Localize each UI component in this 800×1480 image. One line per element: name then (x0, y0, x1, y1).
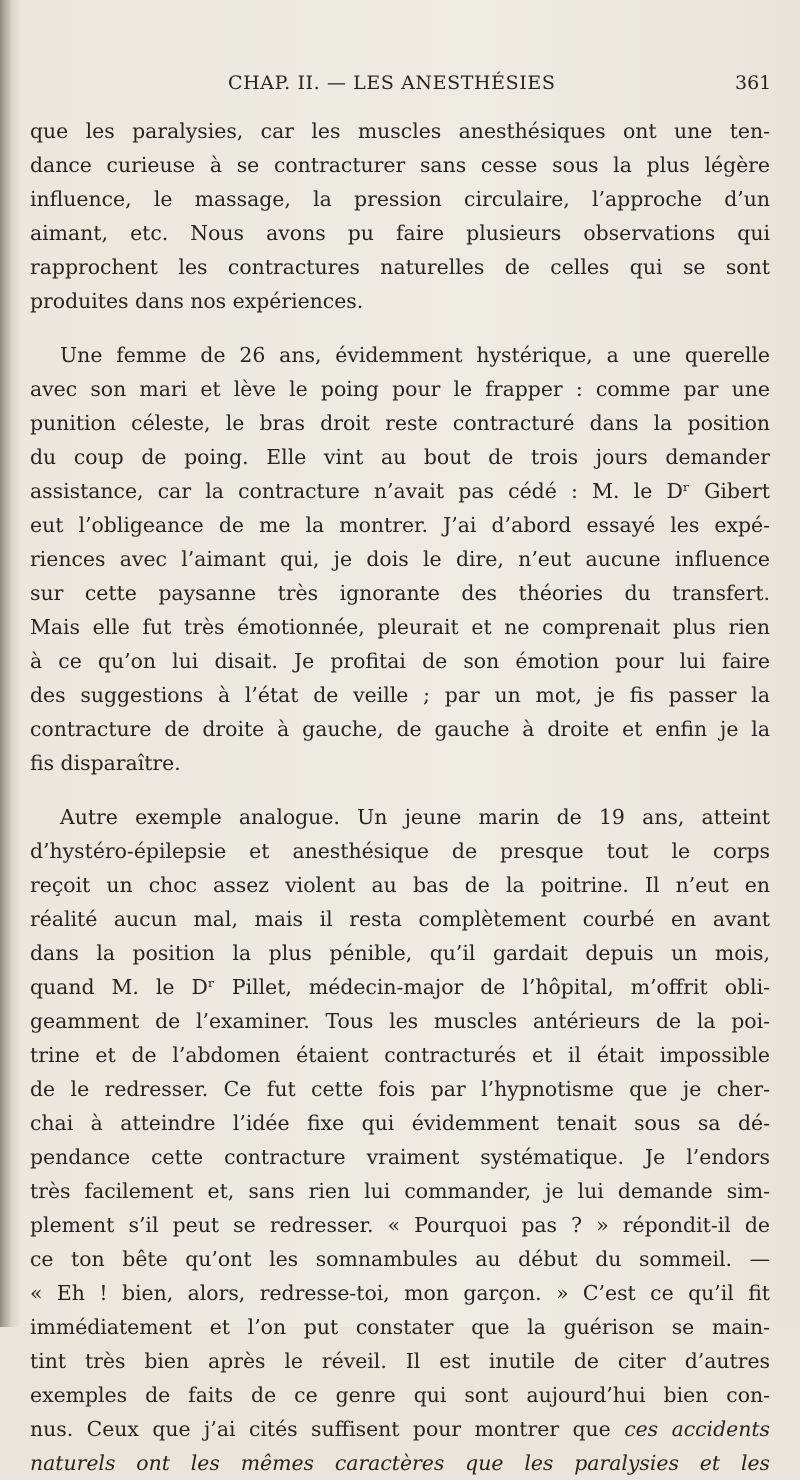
text-line: dance curieuse à se contracturer sans cesse sous la plus légère (30, 153, 770, 177)
text-line: d’hystéro-épilepsie et anesthésique de presque tout le corps (30, 839, 770, 863)
text-line: trine et de l’abdomen étaient contracturés et il était impossible (30, 1043, 770, 1067)
text-line: que les paralysies, car les muscles anesthésiques ont une ten- (30, 119, 770, 143)
text-line: sur cette paysanne très ignorante des théories du transfert. (30, 581, 770, 605)
text-line: geamment de l’examiner. Tous les muscles antérieurs de la poi- (30, 1009, 770, 1033)
text-line: assistance, car la contracture n’avait pas cédé : M. le Dʳ Gibert (30, 479, 770, 503)
text-line: eut l’obligeance de me la montrer. J’ai d’abord essayé les expé- (30, 513, 770, 537)
text-line-italic: naturels ont les mêmes caractères que les paralysies et les (30, 1451, 770, 1475)
text-line: « Eh ! bien, alors, redresse-toi, mon garçon. » C’est ce qu’il fit (30, 1281, 770, 1305)
page-number: 361 (735, 72, 772, 94)
text-line: aimant, etc. Nous avons pu faire plusieurs observations qui (30, 221, 770, 245)
text-line: Autre exemple analogue. Un jeune marin de 19 ans, atteint (60, 805, 770, 829)
text-line: immédiatement et l’on put constater que la guérison se main- (30, 1315, 770, 1339)
text-line: réalité aucun mal, mais il resta complètement courbé en avant (30, 907, 770, 931)
page-binding-edge (0, 0, 12, 1327)
text-line-mixed (30, 1412, 770, 1446)
text-line: dans la position la plus pénible, qu’il gardait depuis un mois, (30, 941, 770, 965)
paragraph-1 (30, 114, 770, 318)
text-line: fis disparaître. (30, 751, 181, 775)
text-line: de le redresser. Ce fut cette fois par l’hypnotisme que je cher- (30, 1077, 770, 1101)
text-line: produites dans nos expériences. (30, 289, 364, 313)
text-line: riences avec l’aimant qui, je dois le dire, n’eut aucune influence (30, 547, 770, 571)
italic-run: ces accidents (624, 1417, 770, 1441)
text-line: contracture de droite à gauche, de gauche à droite et enfin je la (30, 717, 770, 741)
text-line: influence, le massage, la pression circulaire, l’approche d’un (30, 187, 770, 211)
page-header (0, 72, 800, 102)
text-line: à ce qu’on lui disait. Je profitai de son émotion pour lui faire (30, 649, 770, 673)
text-line: Une femme de 26 ans, évidemment hystérique, a une querelle (60, 343, 770, 367)
text-line: plement s’il peut se redresser. « Pourquoi pas ? » répondit-il de (30, 1213, 770, 1237)
text-line: reçoit un choc assez violent au bas de la poitrine. Il n’eut en (30, 873, 770, 897)
body-text (30, 114, 770, 1480)
text-line: ce ton bête qu’ont les somnambules au début du sommeil. — (30, 1247, 770, 1271)
text-run: nus. Ceux que j’ai cités suffisent pour montrer que (30, 1417, 611, 1441)
text-line: rapprochent les contractures naturelles de celles qui se sont (30, 255, 770, 279)
text-line: très facilement et, sans rien lui commander, je lui demande sim- (30, 1179, 770, 1203)
text-line: tint très bien après le réveil. Il est inutile de citer d’autres (30, 1349, 770, 1373)
text-line: du coup de poing. Elle vint au bout de trois jours demander (30, 445, 770, 469)
text-line: des suggestions à l’état de veille ; par un mot, je fis passer la (30, 683, 770, 707)
text-line: Mais elle fut très émotionnée, pleurait et ne comprenait plus rien (30, 615, 770, 639)
paragraph-spacer (30, 780, 770, 800)
text-line: pendance cette contracture vraiment systématique. Je l’endors (30, 1145, 770, 1169)
paragraph-3 (30, 800, 770, 1480)
text-line: chai à atteindre l’idée fixe qui évidemment tenait sous sa dé- (30, 1111, 770, 1135)
text-line: punition céleste, le bras droit reste contracturé dans la position (30, 411, 770, 435)
text-line: exemples de faits de ce genre qui sont aujourd’hui bien con- (30, 1383, 770, 1407)
text-line: avec son mari et lève le poing pour le frapper : comme par une (30, 377, 770, 401)
paragraph-2 (30, 338, 770, 780)
running-title: CHAP. II. — LES ANESTHÉSIES (228, 72, 556, 94)
paragraph-spacer (30, 318, 770, 338)
text-line: quand M. le Dʳ Pillet, médecin-major de l’hôpital, m’offrit obli- (30, 975, 770, 999)
